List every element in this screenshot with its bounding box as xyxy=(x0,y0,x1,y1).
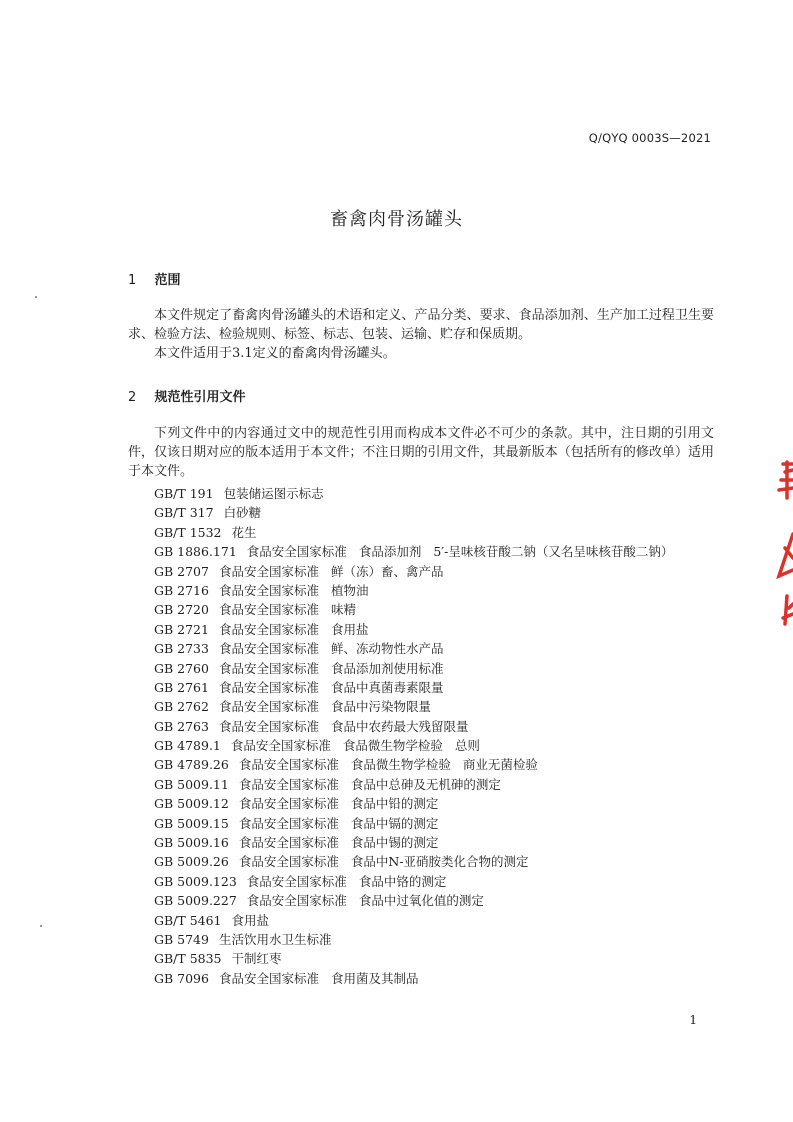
reference-code: GB 2733 xyxy=(154,641,209,657)
reference-title-part: 食品安全国家标准 xyxy=(218,582,319,598)
reference-item xyxy=(154,717,685,736)
reference-title-part: 食品安全国家标准 xyxy=(246,544,347,560)
section-number: 1 xyxy=(128,273,137,288)
section-heading-scope xyxy=(128,269,181,288)
reference-title-part: 商业无菌检验 xyxy=(462,757,538,773)
reference-title-part: 食品安全国家标准 xyxy=(238,776,339,792)
section-number: 2 xyxy=(128,390,137,405)
reference-title-part: 食品添加剂 xyxy=(358,544,422,560)
reference-item xyxy=(154,872,685,891)
reference-code: GB 2763 xyxy=(154,718,209,734)
reference-item xyxy=(154,562,685,581)
reference-code: GB 5009.123 xyxy=(154,873,237,889)
reference-item xyxy=(154,814,685,833)
reference-title-part: 食品中过氧化值的测定 xyxy=(358,893,484,909)
reference-code: GB 2762 xyxy=(154,699,209,715)
reference-title-part: 食品安全国家标准 xyxy=(218,679,319,695)
section-title: 规范性引用文件 xyxy=(154,390,246,405)
reference-item xyxy=(154,542,685,561)
reference-item xyxy=(154,755,685,774)
reference-item xyxy=(154,581,685,600)
reference-list xyxy=(154,484,685,988)
reference-title-part: 5′-呈味核苷酸二钠（又名呈味核苷酸二钠） xyxy=(433,544,674,560)
reference-title-part: 食用盐 xyxy=(330,621,369,637)
reference-title-part: 味精 xyxy=(330,602,356,618)
reference-title-part: 食品安全国家标准 xyxy=(238,854,339,870)
reference-code: GB 7096 xyxy=(154,970,209,986)
reference-item xyxy=(154,969,685,988)
page-number: 1 xyxy=(689,1013,697,1027)
reference-title-part: 食品中真菌毒素限量 xyxy=(330,679,444,695)
reference-title-part: 食品安全国家标准 xyxy=(230,738,331,754)
reference-title-part: 包装储运图示标志 xyxy=(223,486,324,501)
reference-code: GB/T 317 xyxy=(154,505,214,521)
reference-item xyxy=(154,659,685,678)
reference-item xyxy=(154,503,685,522)
reference-item xyxy=(154,678,685,697)
references-intro-paragraph: 下列文件中的内容通过文中的规范性引用而构成本文件必不可少的条款。其中，注日期的引用文件，仅该日期对应的版本适用于本文件；不注日期的引用文件，其最新版本（包括所有的修改单）适用于本文件。 xyxy=(128,426,714,479)
reference-title-part: 食品中铬的测定 xyxy=(358,873,447,889)
reference-title-part: 食品安全国家标准 xyxy=(238,796,339,812)
reference-item xyxy=(154,523,685,542)
reference-code: GB 2707 xyxy=(154,563,209,579)
reference-title-part: 花生 xyxy=(231,524,257,540)
reference-title-part: 食品安全国家标准 xyxy=(238,815,339,831)
reference-code: GB 2761 xyxy=(154,679,209,695)
reference-title-part: 植物油 xyxy=(330,582,369,598)
reference-code: GB 5009.15 xyxy=(154,815,229,831)
seal-stamp-fragment xyxy=(769,458,793,626)
reference-code: GB 2760 xyxy=(154,660,209,676)
reference-title-part: 食品安全国家标准 xyxy=(218,970,319,986)
reference-title-part: 白砂糖 xyxy=(223,505,262,521)
reference-item xyxy=(154,620,685,639)
reference-item xyxy=(154,930,685,949)
reference-item xyxy=(154,600,685,619)
reference-code: GB 2720 xyxy=(154,602,209,618)
reference-title-part: 食品中总砷及无机砷的测定 xyxy=(350,776,501,792)
scope-paragraph: 本文件规定了畜禽肉骨汤罐头的术语和定义、产品分类、要求、食品添加剂、生产加工过程卫生要求、检验方法、检验规则、标签、标志、包装、运输、贮存和保质期。 xyxy=(128,308,714,342)
section-heading-normative-references xyxy=(128,386,246,405)
reference-code: GB 4789.1 xyxy=(154,738,221,754)
reference-title-part: 食品安全国家标准 xyxy=(238,757,339,773)
reference-code: GB 5009.16 xyxy=(154,835,229,851)
reference-code: GB 4789.26 xyxy=(154,757,229,773)
scan-speck xyxy=(35,296,37,298)
scope-applicability-paragraph: 本文件适用于3.1定义的畜禽肉骨汤罐头。 xyxy=(154,346,396,361)
reference-title-part: 食品中铅的测定 xyxy=(350,796,439,812)
reference-title-part: 食品安全国家标准 xyxy=(246,873,347,889)
reference-code: GB 2721 xyxy=(154,621,209,637)
reference-item xyxy=(154,911,685,930)
reference-title-part: 食用盐 xyxy=(231,912,270,928)
reference-title-part: 食品微生物学检验 xyxy=(350,757,451,773)
reference-title-part: 食品安全国家标准 xyxy=(238,835,339,851)
reference-title-part: 食品中污染物限量 xyxy=(330,699,431,715)
reference-code: GB 5009.12 xyxy=(154,796,229,812)
reference-item xyxy=(154,639,685,658)
reference-title-part: 鲜（冻）畜、禽产品 xyxy=(330,563,444,579)
reference-title-part: 总则 xyxy=(454,738,480,754)
reference-item xyxy=(154,891,685,910)
reference-title-part: 食品添加剂使用标准 xyxy=(330,660,444,676)
reference-code: GB 5749 xyxy=(154,931,209,947)
reference-title-part: 食品安全国家标准 xyxy=(218,641,319,657)
reference-title-part: 食品安全国家标准 xyxy=(246,893,347,909)
reference-title-part: 食品中N-亚硝胺类化合物的测定 xyxy=(350,854,529,870)
reference-item xyxy=(154,794,685,813)
reference-item xyxy=(154,697,685,716)
reference-title-part: 生活饮用水卫生标准 xyxy=(218,931,332,947)
reference-title-part: 食品中农药最大残留限量 xyxy=(330,718,469,734)
reference-title-part: 食品微生物学检验 xyxy=(342,738,443,754)
reference-item xyxy=(154,949,685,968)
reference-item xyxy=(154,736,685,755)
reference-title-part: 食品中锡的测定 xyxy=(350,835,439,851)
document-code: Q/QYQ 0003S—2021 xyxy=(588,131,711,145)
reference-title-part: 干制红枣 xyxy=(231,951,282,967)
reference-code: GB/T 5835 xyxy=(154,951,222,967)
reference-code: GB/T 1532 xyxy=(154,524,222,540)
reference-title-part: 食品安全国家标准 xyxy=(218,563,319,579)
reference-code: GB 2716 xyxy=(154,582,209,598)
reference-code: GB 1886.171 xyxy=(154,544,237,560)
reference-code: GB/T 191 xyxy=(154,486,214,501)
reference-title-part: 鲜、冻动物性水产品 xyxy=(330,641,444,657)
reference-item xyxy=(154,484,685,503)
reference-item xyxy=(154,833,685,852)
reference-code: GB 5009.26 xyxy=(154,854,229,870)
scan-speck xyxy=(40,925,42,927)
reference-title-part: 食用菌及其制品 xyxy=(330,970,419,986)
reference-title-part: 食品安全国家标准 xyxy=(218,718,319,734)
reference-title-part: 食品安全国家标准 xyxy=(218,602,319,618)
section-title: 范围 xyxy=(154,273,181,288)
reference-code: GB 5009.11 xyxy=(154,776,229,792)
reference-title-part: 食品安全国家标准 xyxy=(218,660,319,676)
reference-item xyxy=(154,775,685,794)
reference-code: GB 5009.227 xyxy=(154,893,237,909)
reference-item xyxy=(154,852,685,871)
document-title: 畜禽肉骨汤罐头 xyxy=(330,209,463,230)
reference-code: GB/T 5461 xyxy=(154,912,222,928)
reference-title-part: 食品安全国家标准 xyxy=(218,621,319,637)
reference-title-part: 食品安全国家标准 xyxy=(218,699,319,715)
reference-title-part: 食品中镉的测定 xyxy=(350,815,439,831)
